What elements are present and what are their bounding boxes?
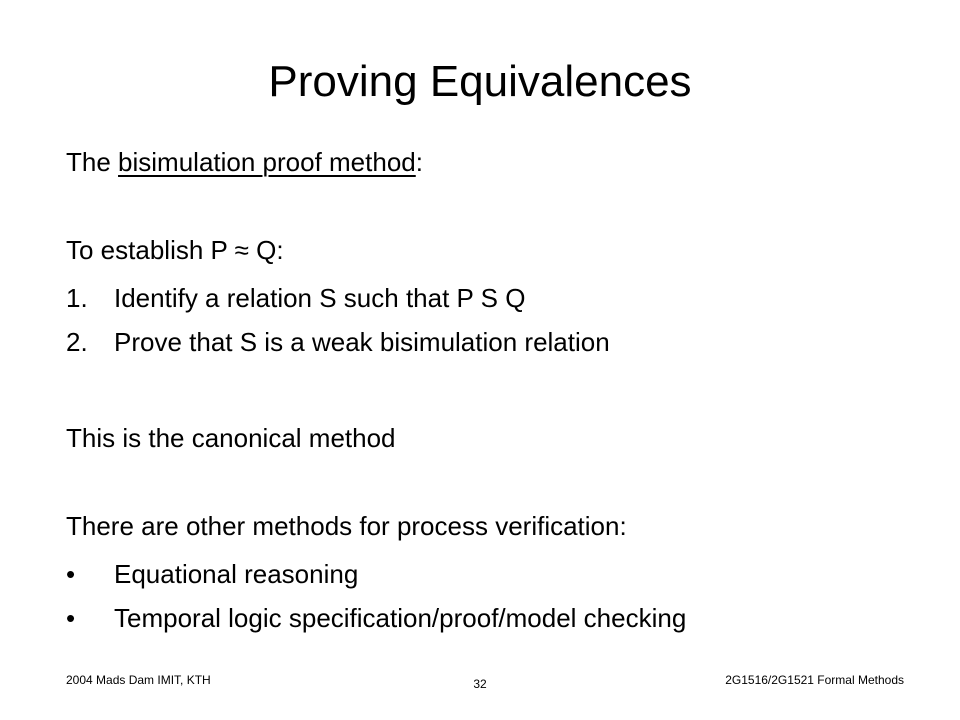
step-text: Identify a relation S such that P S Q: [114, 283, 526, 313]
step-item: [66, 326, 610, 358]
bullet-icon: •: [66, 603, 76, 633]
footer-right: 2G1516/2G1521 Formal Methods: [725, 673, 904, 687]
intro-prefix: The: [66, 147, 119, 177]
bisimulation-proof-method-term: bisimulation proof method: [118, 147, 416, 177]
bullet-text: Equational reasoning: [114, 559, 359, 589]
intro-suffix: :: [415, 147, 423, 177]
slide-title: Proving Equivalences: [268, 57, 692, 106]
page-number: 32: [473, 677, 487, 691]
intro-line: [66, 146, 423, 178]
establish-line: To establish P ≈ Q:: [66, 235, 284, 265]
step-item: [66, 282, 525, 314]
canonical-line: This is the canonical method: [66, 423, 396, 453]
other-methods-line: There are other methods for process verification:: [66, 511, 627, 541]
step-number: 2.: [66, 327, 88, 357]
bullet-icon: •: [66, 559, 76, 589]
bullet-item: [66, 558, 358, 590]
footer-left: 2004 Mads Dam IMIT, KTH: [66, 673, 211, 687]
bullet-item: [66, 602, 686, 634]
bullet-text: Temporal logic specification/proof/model checking: [114, 603, 687, 633]
step-text: Prove that S is a weak bisimulation relation: [114, 327, 610, 357]
step-number: 1.: [66, 283, 88, 313]
